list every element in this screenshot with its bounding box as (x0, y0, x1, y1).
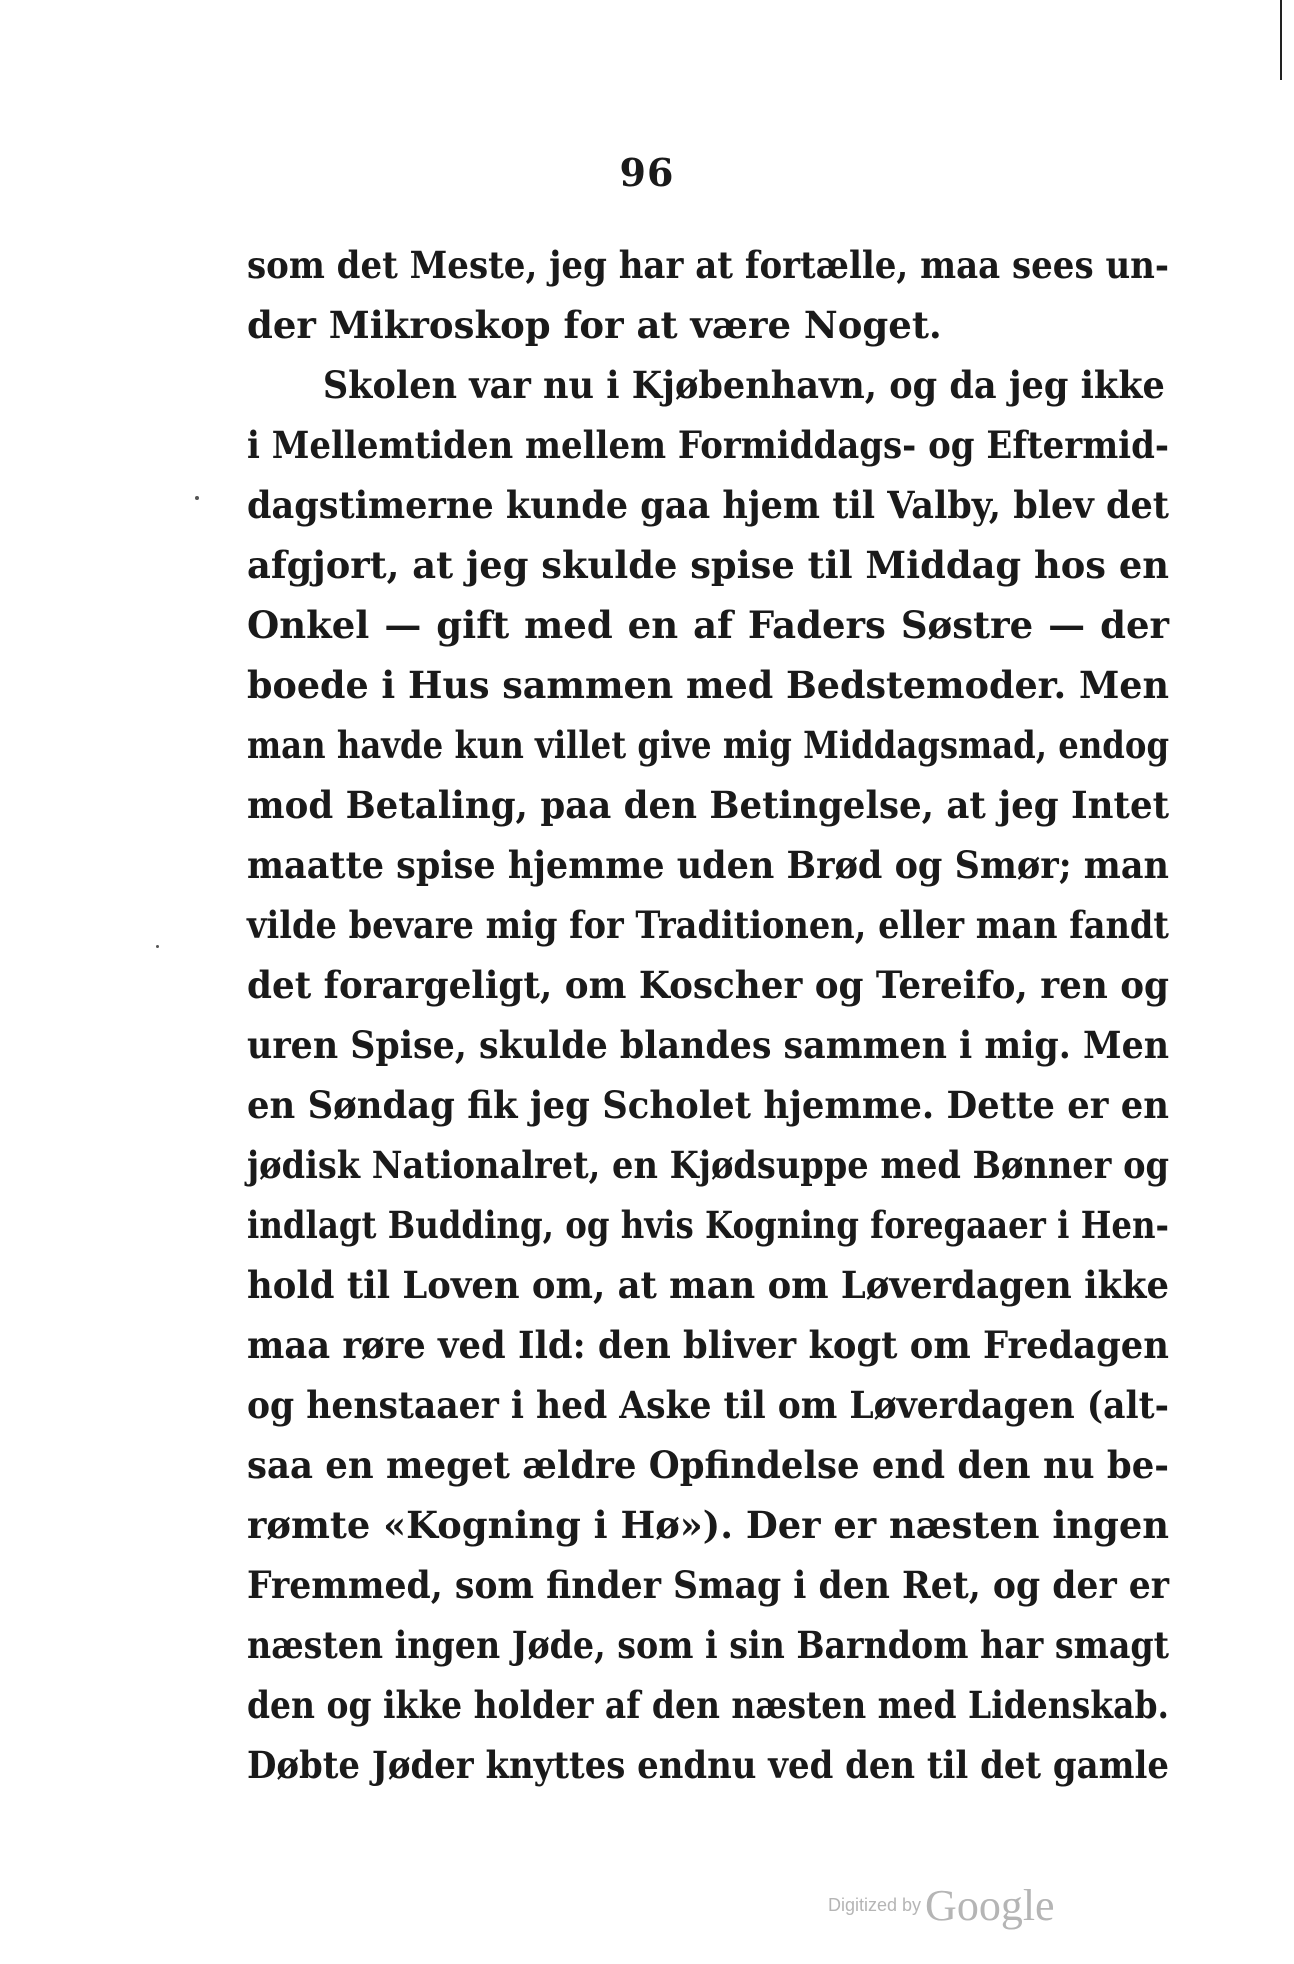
print-speck (156, 945, 159, 948)
text-line: mod Betaling, paa den Betingelse, at jeg Intet (247, 783, 1170, 827)
text-line: Skolen var nu i Kjøbenhavn, og da jeg ikke (322, 363, 1165, 407)
text-line: vilde bevare mig for Traditionen, eller man fandt (247, 903, 1169, 947)
text-line: og henstaaer i hed Aske til om Løverdagen (alt- (247, 1383, 1169, 1427)
google-logo: Google (925, 1881, 1055, 1930)
text-line: hold til Loven om, at man om Løverdagen ikke (247, 1263, 1170, 1307)
google-watermark (828, 1880, 1055, 1931)
text-line: i Mellemtiden mellem Formiddags- og Eftermid- (247, 423, 1169, 467)
text-line: uren Spise, skulde blandes sammen i mig. Men (247, 1023, 1170, 1067)
page-edge-line (1280, 0, 1282, 80)
text-line: Fremmed, som finder Smag i den Ret, og der er (247, 1563, 1170, 1607)
text-line: man havde kun villet give mig Middagsmad, endog (247, 723, 1170, 767)
text-line: det forargeligt, om Koscher og Tereifo, ren og (247, 963, 1170, 1007)
text-line: som det Meste, jeg har at fortælle, maa sees un- (247, 243, 1170, 287)
text-line: maatte spise hjemme uden Brød og Smør; man (247, 843, 1169, 887)
text-line: afgjort, at jeg skulde spise til Middag hos en (247, 543, 1170, 587)
text-line: der Mikroskop for at være Noget. (247, 303, 942, 347)
text-line: maa røre ved Ild: den bliver kogt om Fredagen (247, 1323, 1169, 1367)
print-speck (195, 496, 199, 500)
text-line: saa en meget ældre Opfindelse end den nu be- (247, 1443, 1170, 1487)
text-line: Døbte Jøder knyttes endnu ved den til det gamle (247, 1743, 1169, 1787)
watermark-prefix: Digitized by (828, 1895, 922, 1915)
text-line: dagstimerne kunde gaa hjem til Valby, blev det (247, 483, 1169, 527)
text-line: jødisk Nationalret, en Kjødsuppe med Bønner og (247, 1143, 1170, 1187)
text-line: boede i Hus sammen med Bedstemoder. Men (247, 663, 1170, 707)
text-line: næsten ingen Jøde, som i sin Barndom har smagt (247, 1623, 1170, 1667)
body-text (247, 235, 1169, 1795)
text-line: Onkel — gift med en af Faders Søstre — der (247, 603, 1169, 647)
page-number: 96 (619, 150, 675, 195)
text-line: indlagt Budding, og hvis Kogning foregaaer i Hen- (247, 1203, 1169, 1247)
text-line: en Søndag fik jeg Scholet hjemme. Dette er en (247, 1083, 1170, 1127)
text-line: rømte «Kogning i Hø»). Der er næsten ingen (247, 1503, 1170, 1547)
text-line: den og ikke holder af den næsten med Lidenskab. (247, 1683, 1169, 1727)
